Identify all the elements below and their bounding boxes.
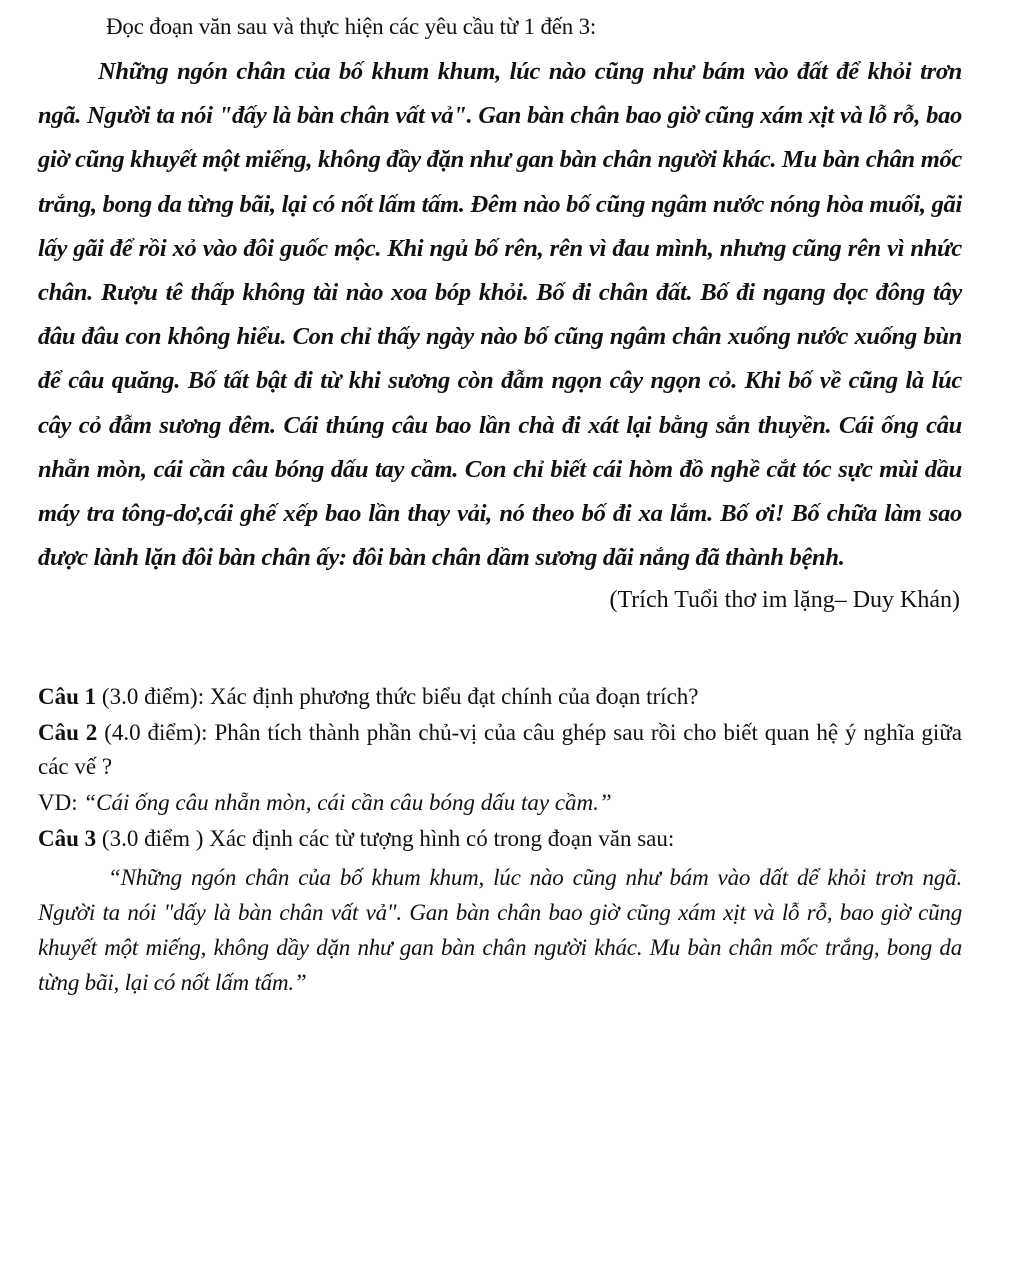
example-text: “Cái ống câu nhẵn mòn, cái cần câu bóng dấu tay cầm.”	[83, 790, 612, 816]
passage-text: Những ngón chân của bố khum khum, lúc nào cũng như bám vào đất để khỏi trơn ngã. Người ta nói "đấy là bàn chân vất vả". Gan bàn chân bao giờ cũng xám xịt và lỗ rỗ, bao giờ cũng khuyết một miếng, không đầy đặn như gan bàn chân người khác. Mu bàn chân mốc trắng, bong da từng bãi, lại có nốt lấm tấm. Đêm nào bố cũng ngâm nước nóng hòa muối, gãi lấy gãi để rồi xỏ vào đôi guốc mộc. Khi ngủ bố rên, rên vì đau mình, nhưng cũng rên vì nhức chân. Rượu tê thấp không tài nào xoa bóp khỏi. Bố đi chân đất. Bố đi ngang dọc đông tây đâu đâu con không hiểu. Con chỉ thấy ngày nào bố cũng ngâm chân xuống nước xuống bùn để câu quăng. Bố tất bật đi từ khi sương còn đẫm ngọn cây ngọn cỏ. Khi bố về cũng là lúc cây cỏ đẫm sương đêm. Cái thúng câu bao lần chà đi xát lại bằng sắn thuyền. Cái ống câu nhẵn mòn, cái cần câu bóng dấu tay cầm. Con chỉ biết cái hòm đồ nghề cắt tóc sực mùi dầu máy tra tông-dơ,cái ghế xếp bao lần thay vải, nó theo bố đi xa lắm. Bố ơi! Bố chữa làm sao được lành lặn đôi bàn chân ấy: đôi bàn chân dầm sương dãi nắng đã thành bệnh.	[38, 58, 962, 572]
question-3-quote: “Những ngón chân của bố khum khum, lúc nào cũng như bám vào dất dể khỏi trơn ngã. Người ta nói "dấy là bàn chân vất vả". Gan bàn chân bao giờ cũng xám xịt và lỗ rỗ, bao giờ cũng khuyết một miếng, không dầy dặn như gan bàn chân người khác. Mu bàn chân mốc trắng, bong da từng bãi, lại có nốt lấm tấm.”	[38, 865, 962, 996]
question-3-label: Câu 3	[38, 826, 97, 852]
question-1-label: Câu 1	[38, 684, 97, 710]
question-1	[38, 680, 962, 714]
example-prefix: VD:	[38, 790, 84, 816]
question-2-label: Câu 2	[38, 720, 98, 746]
questions-section	[38, 680, 962, 1000]
question-2	[38, 716, 962, 784]
question-2-text: (4.0 điểm): Phân tích thành phần chủ-vị của câu ghép sau rồi cho biết quan hệ ý nghĩa giữa các vế ?	[38, 720, 963, 780]
question-3	[38, 822, 962, 856]
instruction-line: Đọc đoạn văn sau và thực hiện các yêu cầu từ 1 đến 3:	[106, 14, 597, 39]
source-citation: (Trích Tuổi thơ im lặng– Duy Khán)	[609, 587, 960, 614]
example-sentence	[38, 786, 962, 820]
question-1-text: (3.0 điểm): Xác định phương thức biểu đạt chính của đoạn trích?	[96, 684, 699, 710]
question-3-text: (3.0 điểm ) Xác định các từ tượng hình có trong đoạn văn sau:	[96, 826, 675, 852]
